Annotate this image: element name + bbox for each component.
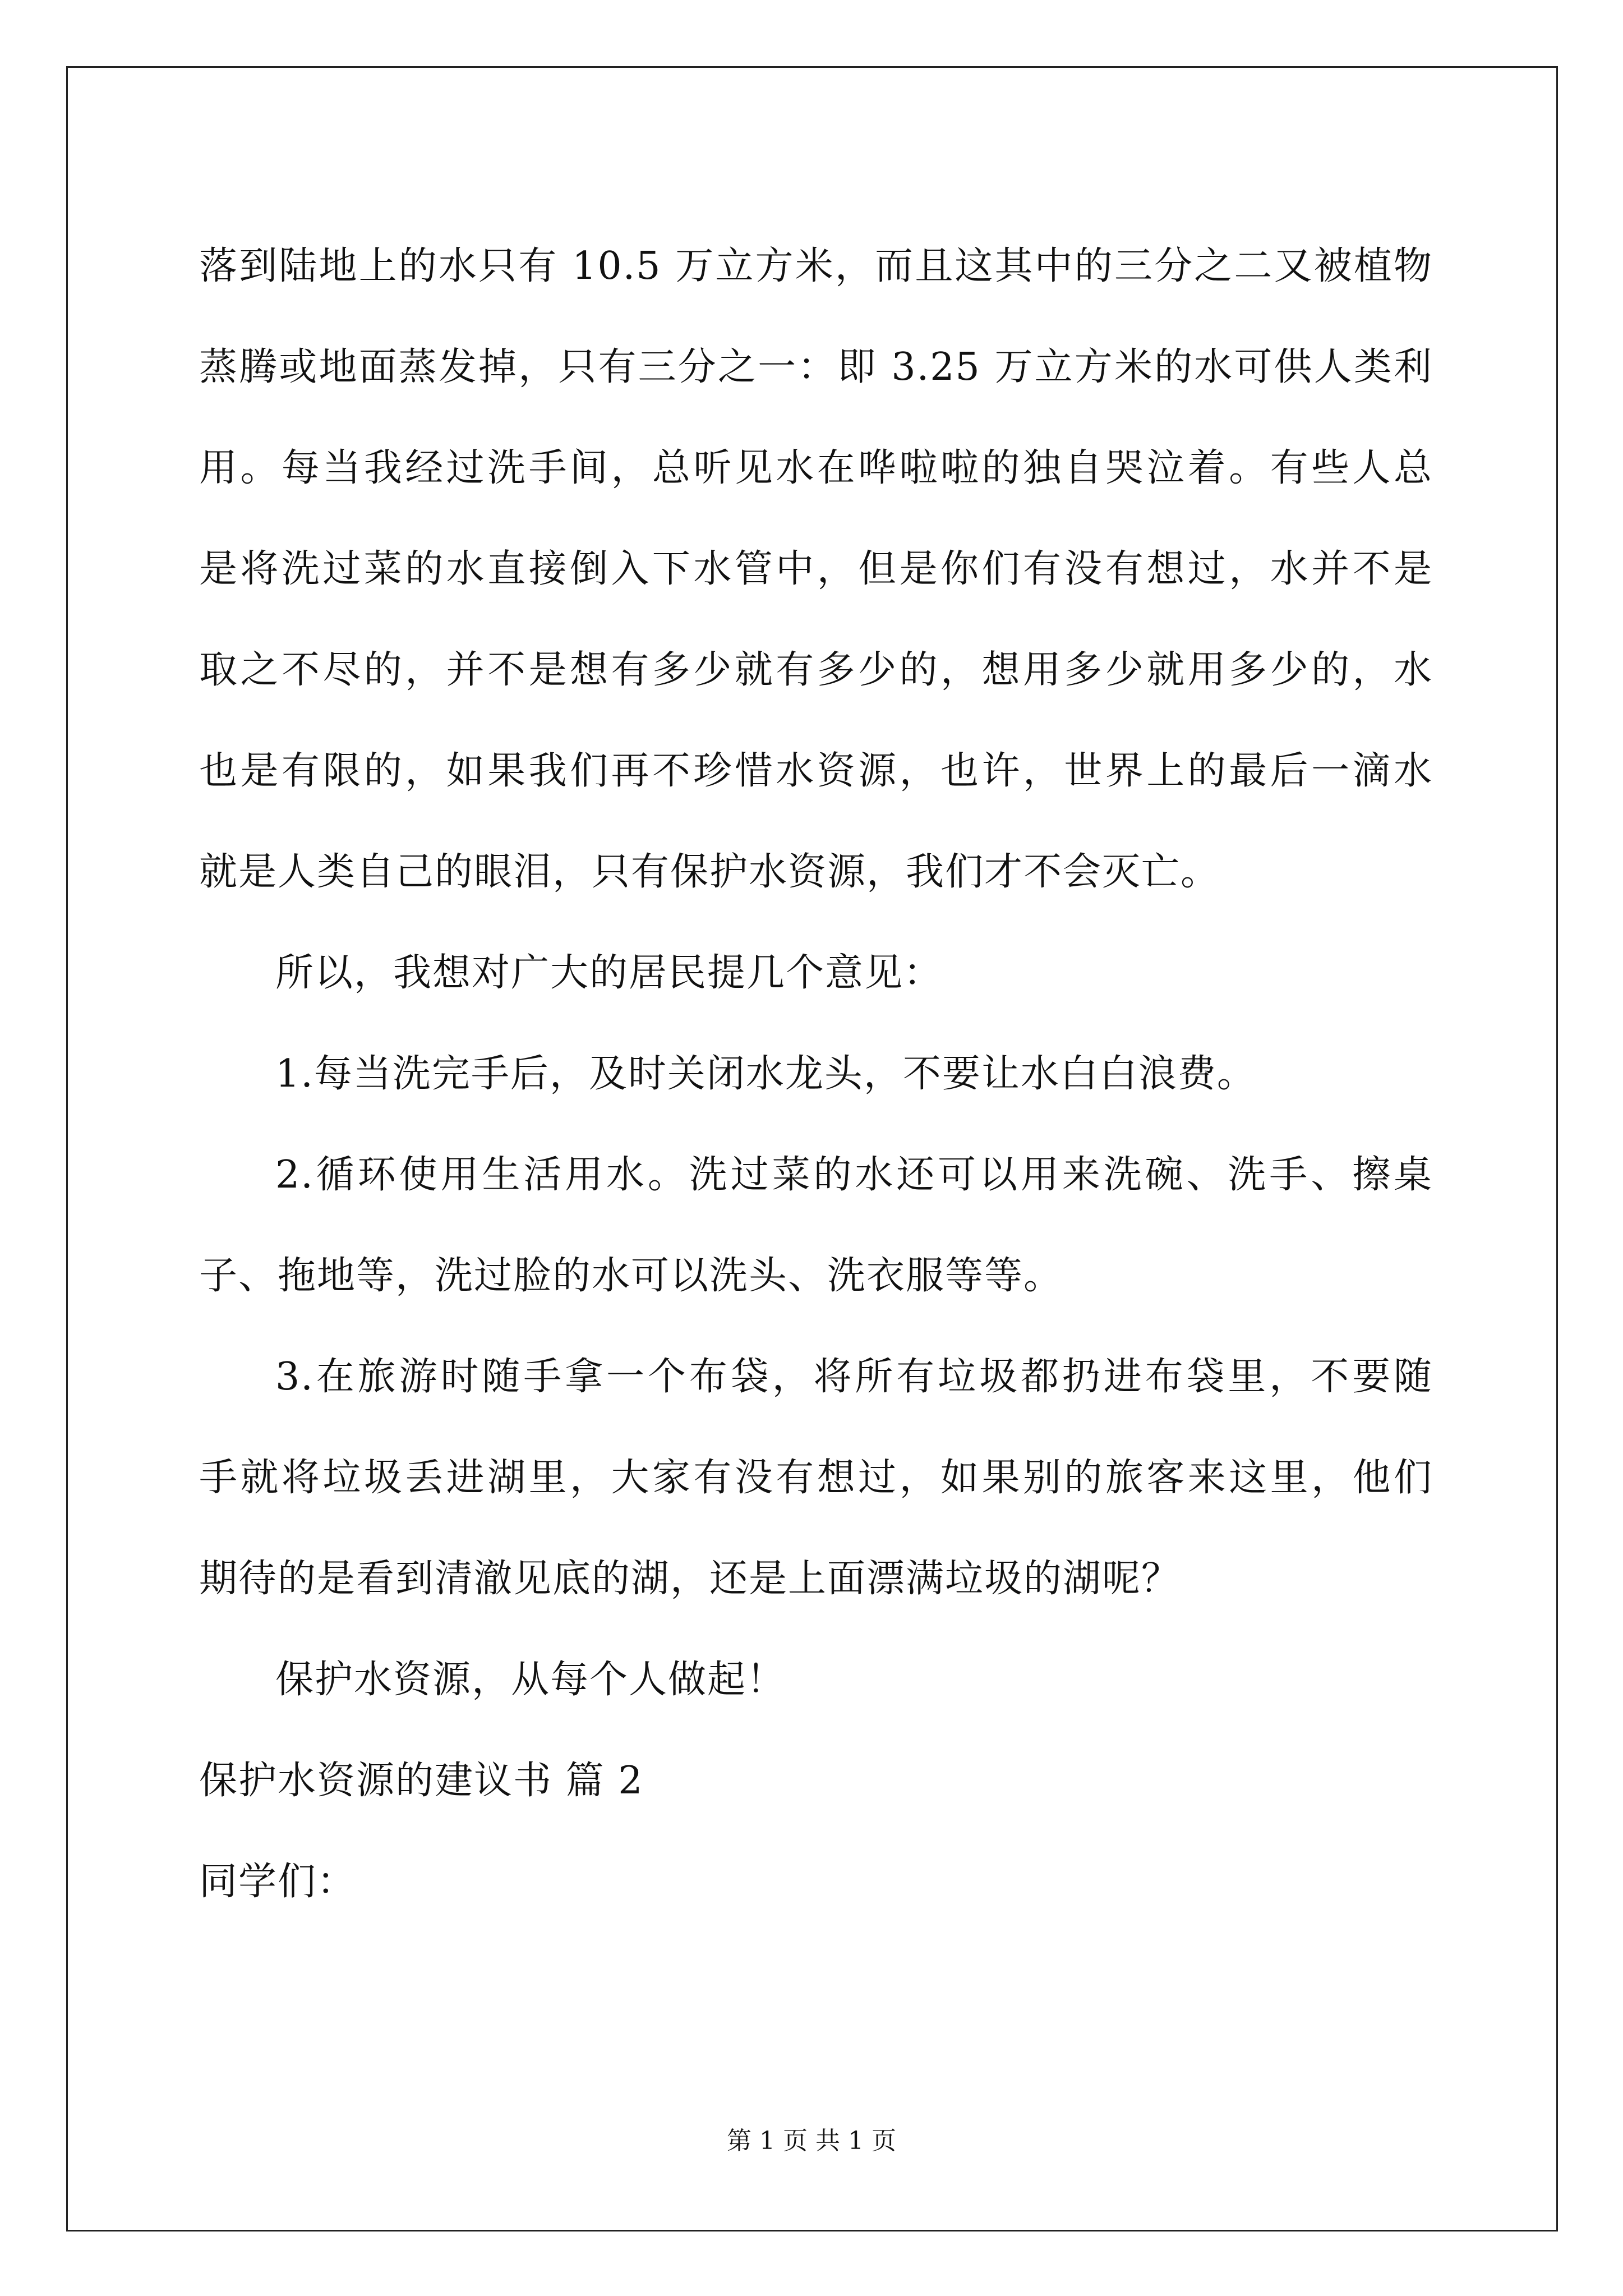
closing-line: 保护水资源，从每个人做起！ bbox=[275, 1658, 786, 1702]
paragraph-line: 落到陆地上的水只有 10.5 万立方米，而且这其中的三分之二又被植物 bbox=[199, 244, 1433, 288]
list-item-1: 1.每当洗完手后，及时关闭水龙头，不要让水白白浪费。 bbox=[275, 1052, 1256, 1096]
document-body bbox=[199, 216, 1433, 1932]
paragraph-line: 取之不尽的，并不是想有多少就有多少的，想用多少就用多少的，水 bbox=[199, 648, 1433, 692]
paragraph-line: 所以，我想对广大的居民提几个意见： bbox=[275, 951, 943, 995]
list-item-2: 2.循环使用生活用水。洗过菜的水还可以用来洗碗、洗手、擦桌 bbox=[275, 1153, 1433, 1197]
paragraph-line: 用。每当我经过洗手间，总听见水在哗啦啦的独自哭泣着。有些人总 bbox=[199, 446, 1433, 490]
salutation: 同学们： bbox=[199, 1860, 357, 1904]
paragraph-line: 蒸腾或地面蒸发掉，只有三分之一：即 3.25 万立方米的水可供人类利 bbox=[199, 345, 1433, 389]
paragraph-line: 期待的是看到清澈见底的湖，还是上面漂满垃圾的湖呢？ bbox=[199, 1557, 1181, 1601]
paragraph-line: 就是人类自己的眼泪，只有保护水资源，我们才不会灭亡。 bbox=[199, 850, 1220, 894]
paragraph-line: 子、拖地等，洗过脸的水可以洗头、洗衣服等等。 bbox=[199, 1254, 1063, 1298]
paragraph-line: 是将洗过菜的水直接倒入下水管中，但是你们有没有想过，水并不是 bbox=[199, 547, 1433, 591]
paragraph-line: 也是有限的，如果我们再不珍惜水资源，也许，世界上的最后一滴水 bbox=[199, 749, 1433, 793]
page-number-footer: 第 1 页 共 1 页 bbox=[727, 2127, 896, 2155]
list-item-3: 3.在旅游时随手拿一个布袋，将所有垃圾都扔进布袋里，不要随 bbox=[275, 1355, 1433, 1399]
section-heading: 保护水资源的建议书 篇 2 bbox=[199, 1759, 644, 1803]
paragraph-line: 手就将垃圾丢进湖里，大家有没有想过，如果别的旅客来这里，他们 bbox=[199, 1456, 1433, 1500]
